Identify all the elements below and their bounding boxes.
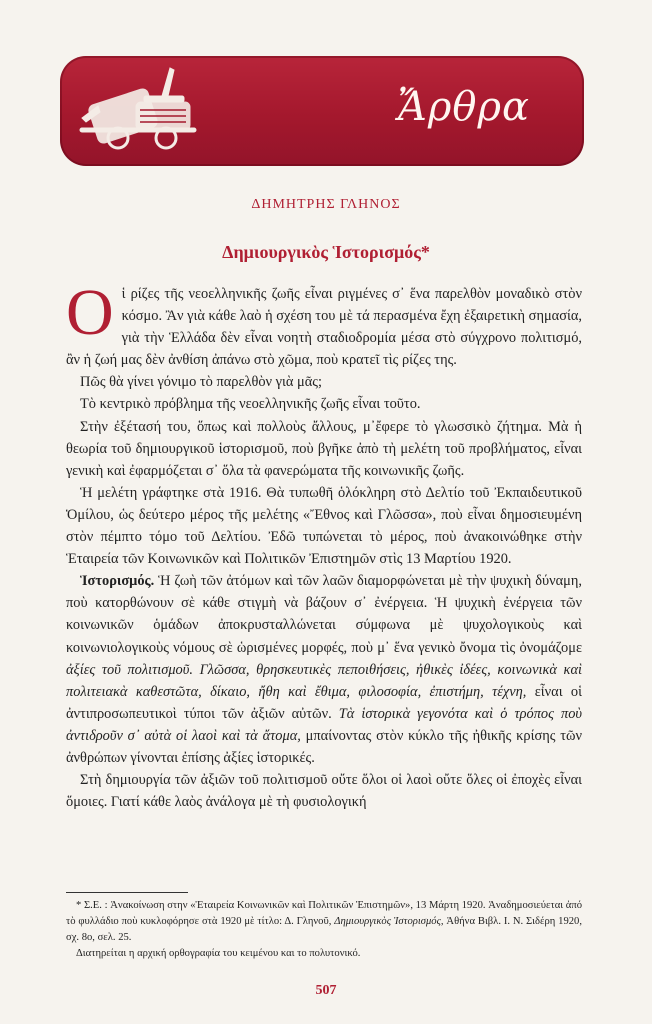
section-lead: Ἱστορισμός. [80, 573, 155, 590]
paragraph-2: Πῶς θὰ γίνει γόνιμο τὸ παρελθὸν γιὰ μᾶς; [80, 374, 322, 391]
paragraph-6-text-f: μπαίνοντας στὸν κύκλο τῆς ἠθικῆς κρίσης τῶν ἀνθρώπων γίνονται ἐπίσης ἀξίες ἱστορικές. [66, 727, 582, 766]
author-name: ΔΗΜΗΤΡΗΣ ΓΛΗΝΟΣ [251, 197, 401, 212]
article-title: Δημιουργικὸς Ἱστορισμός* [222, 242, 430, 262]
paragraph-6-italic-c: Γλῶσσα, θρησκευτικὲς πεποιθήσεις, ἠθικὲς ἰδέες, κοινωνικὰ καὶ πολιτειακὰ καθεστῶτα, δίκαιο, ἤθη καὶ ἔθιμα, φιλοσοφία, ἐπιστήμη, τέχνη, [66, 661, 583, 700]
paragraph-6-text-a: Ἡ ζωὴ τῶν ἀτόμων καὶ τῶν λαῶν διαμορφώνεται μὲ τὴν ψυχικὴ δύναμη, ποὺ κατορθώνουν σὲ κάθε στιγμὴ νὰ βάζουν σ᾽ ἐνέργεια. Ἡ ψυχικὴ ἐνέργεια τῶν κοινωνικῶν ὁμάδων ἀποκρυσταλλώνεται σύμφωνα μὲ ψυχολογικοὺς καὶ κοινωνιολογικοὺς νόμους σὲ ὡρισμένες μορφές, ποὺ μ᾽ ἕνα γενικὸ ὄνομα τὶς ὀνομάζομε [66, 573, 582, 656]
footnote-text-a: * Σ.Ε. : Ἀνακοίνωση στην «Ἑταιρεία Κοινωνικῶν καὶ Πολιτικῶν Ἐπιστημῶν», 13 Μάρτη 1920. Ἀναδημοσιεύεται ἀπό τὸ φυλλάδιο ποὺ κυκλοφόρησε στὰ 1920 μὲ τίτλο: Δ. Γληνοῦ, [66, 900, 582, 927]
paragraph-6 [66, 570, 582, 769]
footnote-note: Διατηρείται η αρχική ορθογραφία του κειμένου και το πολυτονικό. [76, 948, 361, 959]
section-banner [60, 56, 584, 166]
page-number: 507 [315, 983, 337, 998]
section-title: Ἄρθρα [397, 84, 530, 130]
paragraph-1-text: ἱ ρίζες τῆς νεοελληνικῆς ζωῆς εἶναι ριγμένες σ᾽ ἕνα παρελθὸν μοναδικὸ στὸν κόσμο. Ἂν γιὰ κάθε λαὸ ἡ σχέση του μὲ τά περασμένα ἔχη ἐξαιρετικὴ σημασία, γιὰ τὴν Ἑλλάδα δὲν εἶναι νοητὴ σταδιοδρομία μέσα στὸ σύγχρονο πολιτισμό, ἂν ἡ ζωή μας δὲν ἀνθίση ἀπάνω στὸ χῶμα, ποὺ κρατεῖ τὶς ρίζες της. [66, 286, 582, 369]
printing-press-quill-icon [74, 66, 204, 158]
paragraph-1 [66, 276, 582, 371]
paragraph-6-text-d: εἶναι οἱ ἀντιπροσωπευτικοὶ τύποι τῶν ἀξιῶν αὐτῶν. [66, 683, 582, 722]
paragraph-6-italic-b: ἀξίες τοῦ πολιτισμοῦ. [66, 661, 193, 678]
footnote [66, 898, 582, 962]
footnote-text-c: Ἀθήνα Βιβλ. Ι. Ν. Σιδέρη 1920, σχ. 8ο, σελ. 25. [66, 916, 582, 943]
paragraph-4: Στὴν ἐξέτασή του, ὅπως καὶ πολλοὺς ἄλλους, μ᾽ἔφερε τὸ γλωσσικὸ ζήτημα. Μὰ ἡ θεωρία τοῦ δημιουργικοῦ ἱστορισμοῦ, ποὺ βγῆκε ἀπὸ τὴ μελέτη τοῦ προβλήματος, εἶναι γενικὴ καὶ ἐφαρμόζεται σ᾽ ὅλα τὰ φανερώματα τῆς κοινωνικῆς ζωῆς. [66, 418, 582, 479]
footnote-source [66, 898, 582, 946]
paragraph-5: Ἡ μελέτη γράφτηκε στὰ 1916. Θὰ τυπωθῆ ὁλόκληρη στὸ Δελτίο τοῦ Ἐκπαιδευτικοῦ Ὁμίλου, ὡς δεύτερο μέρος τῆς μελέτης «Ἔθνος καὶ Γλῶσσα», ποὺ εἶναι δημοσιευμένη στὸν πέμπτο τόμο τοῦ Δελτίου. Ἐδῶ τυπώνεται τὸ μέρος, ποὺ ἀνακοινώθηκε στὴν Ἑταιρεία τῶν Κοινωνικῶν καὶ Πολιτικῶν Ἐπιστημῶν στὶς 13 Μαρτίου 1920. [66, 484, 582, 568]
footnote-book-title: Δημιουργικὸς Ἱστορισμός, [334, 916, 444, 927]
drop-cap: Ο [66, 276, 114, 349]
paragraph-3: Τὸ κεντρικὸ πρόβλημα τῆς νεοελληνικῆς ζωῆς εἶναι τοῦτο. [80, 396, 421, 413]
paragraph-6-italic-e: Τὰ ἱστορικὰ γεγονότα καὶ ὁ τρόπος ποὺ ἀντιδροῦν σ᾽ αὐτὰ οἱ λαοὶ καὶ τὰ ἄτομα, [66, 705, 583, 744]
article-body [66, 276, 583, 813]
paragraph-7: Στὴ δημιουργία τῶν ἀξιῶν τοῦ πολιτισμοῦ οὔτε ὅλοι οἱ λαοὶ οὔτε ὅλες οἱ ἐποχὲς εἶναι ὅμοιες. Γιατί κάθε λαὸς ἀνάλογα μὲ τὴ φυσιολογική [66, 772, 582, 811]
footnote-rule [66, 892, 188, 893]
